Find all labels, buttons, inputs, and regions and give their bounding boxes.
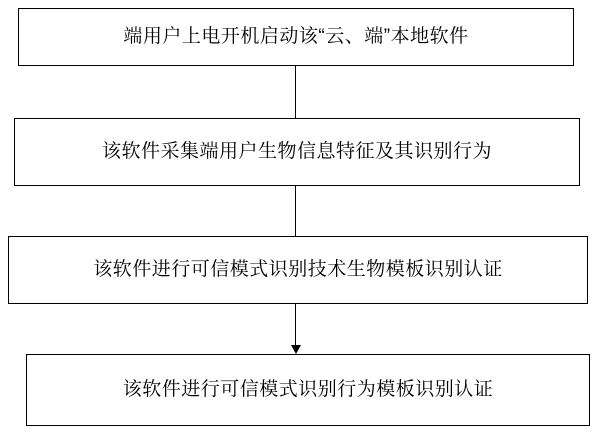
flowchart-node-label: 端用户上电开机启动该“云、端”本地软件 — [123, 25, 469, 47]
flowchart-node-label: 该软件进行可信模式识别行为模板识别认证 — [122, 378, 494, 400]
flowchart-node-label: 该软件采集端用户生物信息特征及其识别行为 — [101, 140, 492, 162]
flowchart-node-step4 — [26, 354, 590, 426]
flowchart-node-step3 — [8, 236, 588, 304]
connector-step3-step4 — [295, 304, 296, 346]
arrowhead-icon — [291, 345, 301, 354]
connector-step2-step3 — [295, 186, 296, 236]
connector-step1-step2 — [295, 66, 296, 118]
flowchart-node-label: 该软件进行可信模式识别技术生物模板识别认证 — [93, 258, 503, 280]
flowchart-node-step2 — [14, 118, 580, 186]
flowchart-node-step1 — [18, 8, 574, 66]
